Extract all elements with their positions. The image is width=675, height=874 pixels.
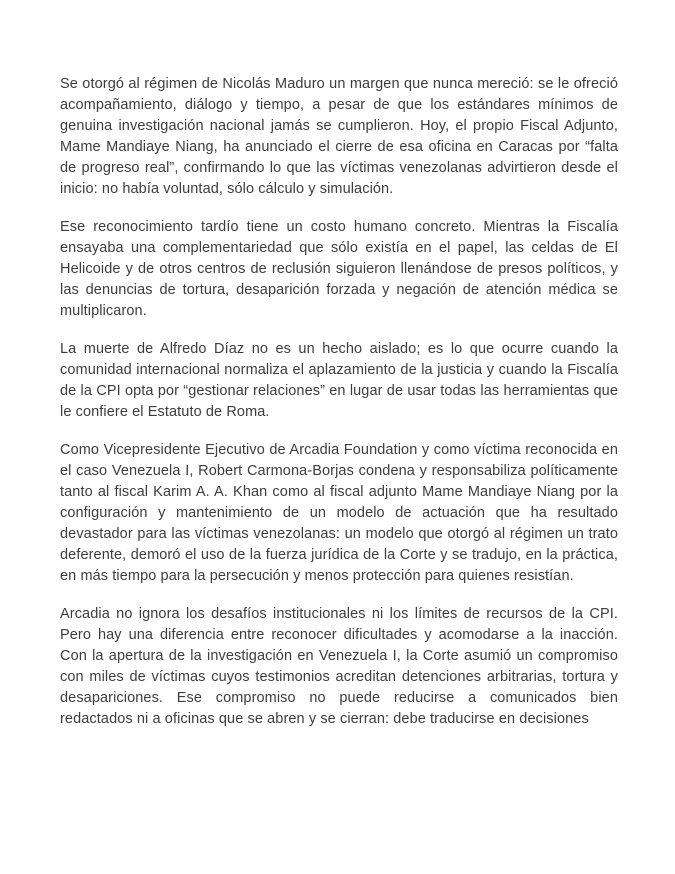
paragraph-costo-humano: Ese reconocimiento tardío tiene un costo humano concreto. Mientras la Fiscalía ensayaba una complementariedad que sólo existía en el papel, las celdas de El Helicoide y de otros centros de reclusión siguieron llenándose de presos políticos, y las denuncias de tortura, desaparición forzada y negación de atención médica se multiplicaron. bbox=[60, 219, 618, 319]
paragraph-maduro-margen: Se otorgó al régimen de Nicolás Maduro un margen que nunca mereció: se le ofreció acompañamiento, diálogo y tiempo, a pesar de que los estándares mínimos de genuina investigación nacional jamás se cumplieron. Hoy, el propio Fiscal Adjunto, Mame Mandiaye Niang, ha anunciado el cierre de esa oficina en Caracas por “falta de progreso real”, confirmando lo que las víctimas venezolanas advirtieron desde el inicio: no había voluntad, sólo cálculo y simulación. bbox=[60, 76, 618, 197]
paragraph-carmona-borjas: Como Vicepresidente Ejecutivo de Arcadia Foundation y como víctima reconocida en el caso Venezuela I, Robert Carmona-Borjas condena y responsabiliza políticamente tanto al fiscal Karim A. A. Khan como al fiscal adjunto Mame Mandiaye Niang por la configuración y mantenimiento de un modelo de actuación que ha resultado devastador para las víctimas venezolanas: un modelo que otorgó al régimen un trato deferente, demoró el uso de la fuerza jurídica de la Corte y se tradujo, en la práctica, en más tiempo para la persecución y menos protección para quienes resistían. bbox=[60, 442, 618, 584]
paragraph-alfredo-diaz: La muerte de Alfredo Díaz no es un hecho aislado; es lo que ocurre cuando la comunidad internacional normaliza el aplazamiento de la justicia y cuando la Fiscalía de la CPI opta por “gestionar relaciones” en lugar de usar todas las herramientas que le confiere el Estatuto de Roma. bbox=[60, 341, 618, 420]
paragraph-arcadia-cpi: Arcadia no ignora los desafíos institucionales ni los límites de recursos de la CPI. Pero hay una diferencia entre reconocer dificultades y acomodarse a la inacción. Con la apertura de la investigación en Venezuela I, la Corte asumió un compromiso con miles de víctimas cuyos testimonios acreditan detenciones arbitrarias, tortura y desapariciones. Ese compromiso no puede reducirse a comunicados bien redactados ni a oficinas que se abren y se cierran: debe traducirse en decisiones bbox=[60, 606, 618, 727]
